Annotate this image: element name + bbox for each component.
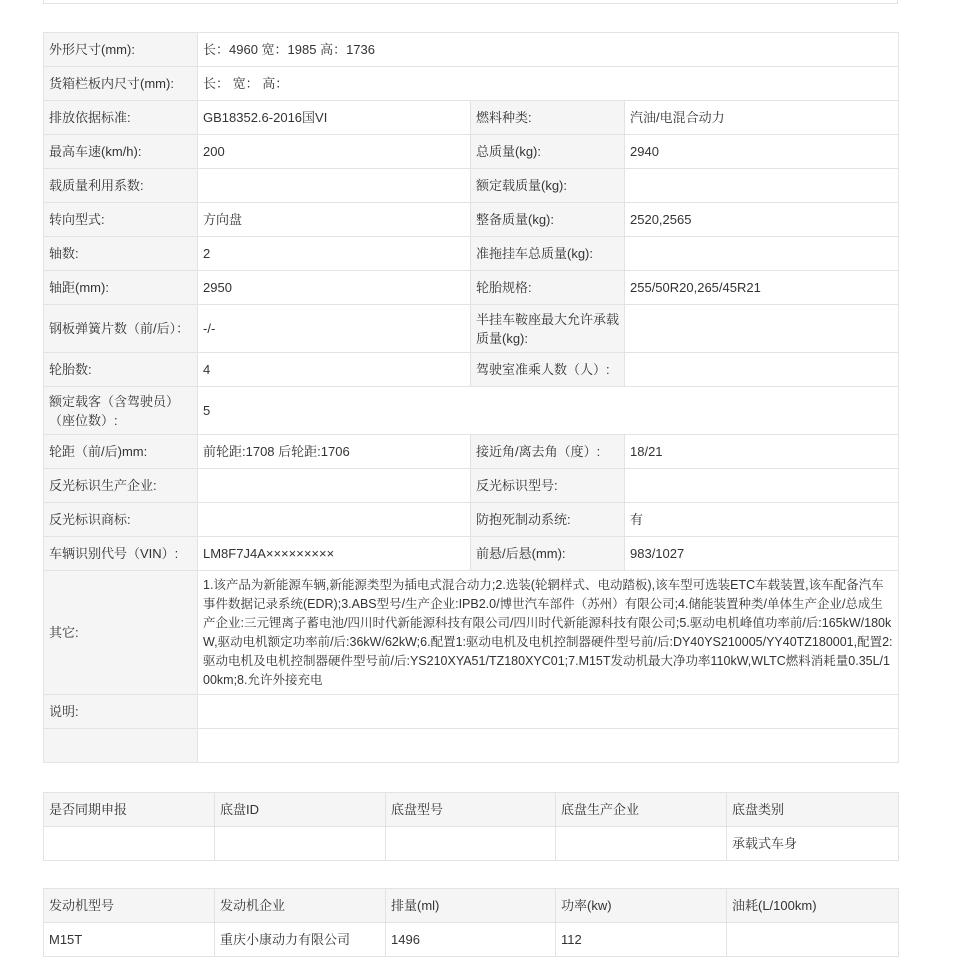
engine-displacement-value: 1496 <box>386 923 556 957</box>
chassis-type-value: 承载式车身 <box>727 827 899 861</box>
chassis-id-value <box>215 827 386 861</box>
approach-departure-value: 18/21 <box>625 435 899 469</box>
description-label: 说明: <box>44 695 198 729</box>
rated-passengers-label: 额定载客（含驾驶员）（座位数）: <box>44 387 198 435</box>
dimensions-value: 长：4960 宽：1985 高：1736 <box>198 33 899 67</box>
emission-label: 排放依据标准: <box>44 101 198 135</box>
engine-header-maker: 发动机企业 <box>215 889 386 923</box>
chassis-table <box>43 792 899 861</box>
engine-header-displacement: 排量(ml) <box>386 889 556 923</box>
axles-value: 2 <box>198 237 471 271</box>
tire-spec-label: 轮胎规格: <box>471 271 625 305</box>
engine-consumption-value <box>727 923 899 957</box>
vehicle-spec-table <box>43 32 899 763</box>
engine-table <box>43 888 899 957</box>
abs-label: 防抱死制动系统: <box>471 503 625 537</box>
curb-mass-value: 2520,2565 <box>625 203 899 237</box>
chassis-header-same-period: 是否同期申报 <box>44 793 215 827</box>
track-width-value: 前轮距:1708 后轮距:1706 <box>198 435 471 469</box>
dimensions-label: 外形尺寸(mm): <box>44 33 198 67</box>
axles-label: 轴数: <box>44 237 198 271</box>
other-notes: 1.该产品为新能源车辆,新能源类型为插电式混合动力;2.选装(轮辋样式、电动踏板),该车型可选装ETC车载装置,该车配备汽车事件数据记录系统(EDR);3.ABS型号/生产企业:IPB2.0/博世汽车部件（苏州）有限公司;4.储能装置种类/单体生产企业/总成生产企业:三元锂离子蓄电池/四川时代新能源科技有限公司/四川时代新能源科技有限公司;5.驱动电机峰值功率前/后:165kW/180kW,驱动电机额定功率前/后:36kW/62kW;6.配置1:驱动电机及电机控制器硬件型号前/后:DY40YS210005/YY40TZ180001,配置2:驱动电机及电机控制器硬件型号前/后:YS210XYA51/TZ180XYC01;7.M15T发动机最大净功率110kW,WLTC燃料消耗量0.35L/100km;8.允许外接充电 <box>198 571 899 695</box>
chassis-header-maker: 底盘生产企业 <box>556 793 727 827</box>
saddle-load-value <box>625 305 899 353</box>
leaf-spring-label: 钢板弹簧片数（前/后）： <box>44 305 198 353</box>
vin-label: 车辆识别代号（VIN）: <box>44 537 198 571</box>
fuel-label: 燃料种类: <box>471 101 625 135</box>
blank-label-cell <box>44 729 198 763</box>
leaf-spring-value: -/- <box>198 305 471 353</box>
reflector-maker-value <box>198 469 471 503</box>
table-row <box>44 827 899 861</box>
blank-value-cell <box>198 729 899 763</box>
approach-departure-label: 接近角/离去角（度）: <box>471 435 625 469</box>
cargo-box-label: 货箱栏板内尺寸(mm): <box>44 67 198 101</box>
chassis-header-type: 底盘类别 <box>727 793 899 827</box>
max-speed-value: 200 <box>198 135 471 169</box>
max-speed-label: 最高车速(km/h): <box>44 135 198 169</box>
cargo-box-value: 长： 宽： 高： <box>198 67 899 101</box>
total-mass-label: 总质量(kg): <box>471 135 625 169</box>
rated-load-value <box>625 169 899 203</box>
description-value <box>198 695 899 729</box>
engine-header-power: 功率(kw) <box>556 889 727 923</box>
rated-passengers-value: 5 <box>198 387 899 435</box>
chassis-maker-value <box>556 827 727 861</box>
chassis-same-period-value <box>44 827 215 861</box>
tire-count-label: 轮胎数: <box>44 353 198 387</box>
curb-mass-label: 整备质量(kg): <box>471 203 625 237</box>
overhang-label: 前悬/后悬(mm): <box>471 537 625 571</box>
load-utilization-value <box>198 169 471 203</box>
steering-label: 转向型式: <box>44 203 198 237</box>
engine-power-value: 112 <box>556 923 727 957</box>
overhang-value: 983/1027 <box>625 537 899 571</box>
previous-section-edge <box>43 0 898 4</box>
chassis-header-model: 底盘型号 <box>386 793 556 827</box>
engine-header-consumption: 油耗(L/100km) <box>727 889 899 923</box>
reflector-model-label: 反光标识型号: <box>471 469 625 503</box>
fuel-value: 汽油/电混合动力 <box>625 101 899 135</box>
emission-value: GB18352.6-2016国VI <box>198 101 471 135</box>
load-utilization-label: 载质量利用系数: <box>44 169 198 203</box>
tire-count-value: 4 <box>198 353 471 387</box>
reflector-maker-label: 反光标识生产企业: <box>44 469 198 503</box>
rated-load-label: 额定载质量(kg): <box>471 169 625 203</box>
other-label: 其它: <box>44 571 198 695</box>
vin-value: LM8F7J4A××××××××× <box>198 537 471 571</box>
wheelbase-label: 轴距(mm): <box>44 271 198 305</box>
total-mass-value: 2940 <box>625 135 899 169</box>
saddle-load-label: 半挂车鞍座最大允许承载质量(kg): <box>471 305 625 353</box>
wheelbase-value: 2950 <box>198 271 471 305</box>
cab-seats-value <box>625 353 899 387</box>
cab-seats-label: 驾驶室准乘人数（人）: <box>471 353 625 387</box>
track-width-label: 轮距（前/后)mm: <box>44 435 198 469</box>
chassis-header-id: 底盘ID <box>215 793 386 827</box>
tire-spec-value: 255/50R20,265/45R21 <box>625 271 899 305</box>
reflector-model-value <box>625 469 899 503</box>
engine-maker-value: 重庆小康动力有限公司 <box>215 923 386 957</box>
reflector-brand-label: 反光标识商标: <box>44 503 198 537</box>
abs-value: 有 <box>625 503 899 537</box>
trailer-mass-label: 准拖挂车总质量(kg): <box>471 237 625 271</box>
reflector-brand-value <box>198 503 471 537</box>
engine-header-model: 发动机型号 <box>44 889 215 923</box>
trailer-mass-value <box>625 237 899 271</box>
chassis-model-value <box>386 827 556 861</box>
table-row <box>44 923 899 957</box>
steering-value: 方向盘 <box>198 203 471 237</box>
engine-model-value: M15T <box>44 923 215 957</box>
